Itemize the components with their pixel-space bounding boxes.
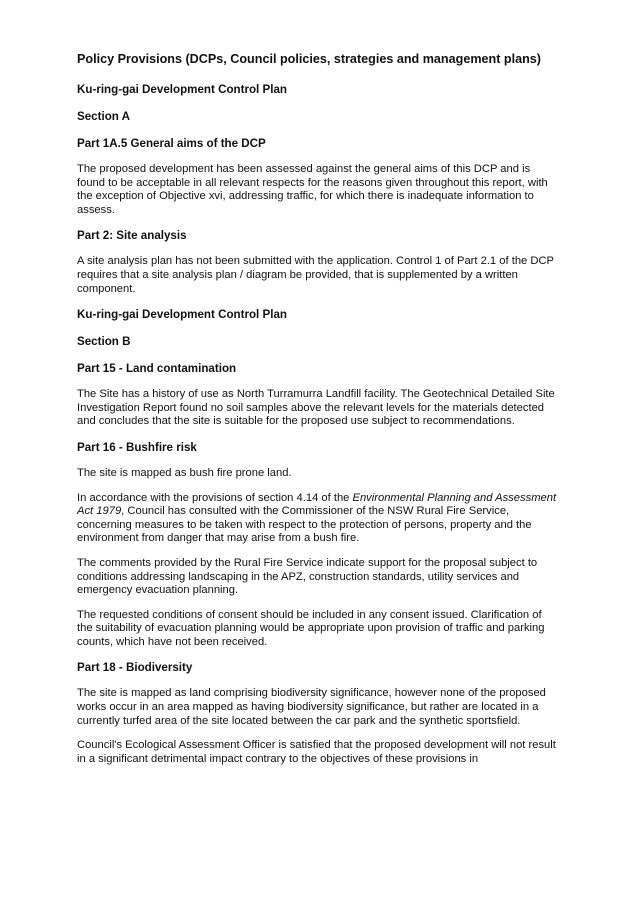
heading-part-16: Part 16 - Bushfire risk — [77, 440, 197, 454]
heading-section-a: Section A — [77, 110, 131, 123]
act-title: Environmental Planning and Assessment Act 1979 — [77, 491, 557, 518]
paragraph-biodiversity: The site is mapped as land comprising biodiversity significance, however none of the proposed works occur in an area mapped as having biodiversity significance, but rather are located in a currently turfed area of the site located between the car park and the synthetic sportsfield. — [77, 687, 546, 727]
paragraph-land-contamination: The Site has a history of use as North Turramurra Landfill facility. The Geotechnical Detailed Site Investigation Report found no soil samples above the relevant levels for the materials detected and concludes that the site is suitable for the proposed use subject to recommendations. — [77, 388, 555, 428]
heading-part-2: Part 2: Site analysis — [77, 229, 187, 243]
paragraph-bushfire-consultation — [77, 492, 557, 546]
heading-part-15: Part 15 - Land contamination — [77, 362, 237, 376]
paragraph-bushfire-mapped: The site is mapped as bush fire prone land. — [77, 466, 292, 479]
paragraph-text-pre: In accordance with the provisions of section 4.14 of the — [77, 491, 353, 504]
document-title: Policy Provisions (DCPs, Council policies, strategies and management plans) — [77, 52, 541, 66]
paragraph-rfs-comments: The comments provided by the Rural Fire Service indicate support for the proposal subject to conditions addressing landscaping in the APZ, construction standards, utility services and emergency evacuation planning. — [77, 556, 538, 597]
heading-part-18: Part 18 - Biodiversity — [77, 661, 193, 675]
document-page — [77, 50, 557, 777]
heading-part-1a5: Part 1A.5 General aims of the DCP — [77, 137, 266, 150]
paragraph-consent-conditions: The requested conditions of consent should be included in any consent issued. Clarification of the suitability of evacuation planning would be appropriate upon provision of traffic and parking counts, which have not been received. — [77, 608, 545, 648]
paragraph-site-analysis: A site analysis plan has not been submitted with the application. Control 1 of Part 2.1 of the DCP requires that a site analysis plan / diagram be provided, that is supplemented by a written component. — [77, 255, 554, 295]
heading-section-b: Section B — [77, 335, 131, 349]
paragraph-text-post: , Council has consulted with the Commissioner of the NSW Rural Fire Service, concerning measures to be taken with respect to the protection of persons, property and the environment from danger that may arise from a bush fire. — [77, 505, 532, 545]
paragraph-ecological-officer: Council's Ecological Assessment Officer is satisfied that the proposed development will not result in a significant detrimental impact contrary to the objectives of these provisions in — [77, 739, 556, 765]
paragraph-general-aims: The proposed development has been assessed against the general aims of this DCP and is found to be acceptable in all relevant respects for the reasons given throughout this report, with the exception of Objective xvi, addressing traffic, for which there is inadequate information to assess. — [77, 163, 548, 216]
heading-dcp-2: Ku-ring-gai Development Control Plan — [77, 308, 287, 322]
heading-dcp: Ku-ring-gai Development Control Plan — [77, 83, 287, 96]
